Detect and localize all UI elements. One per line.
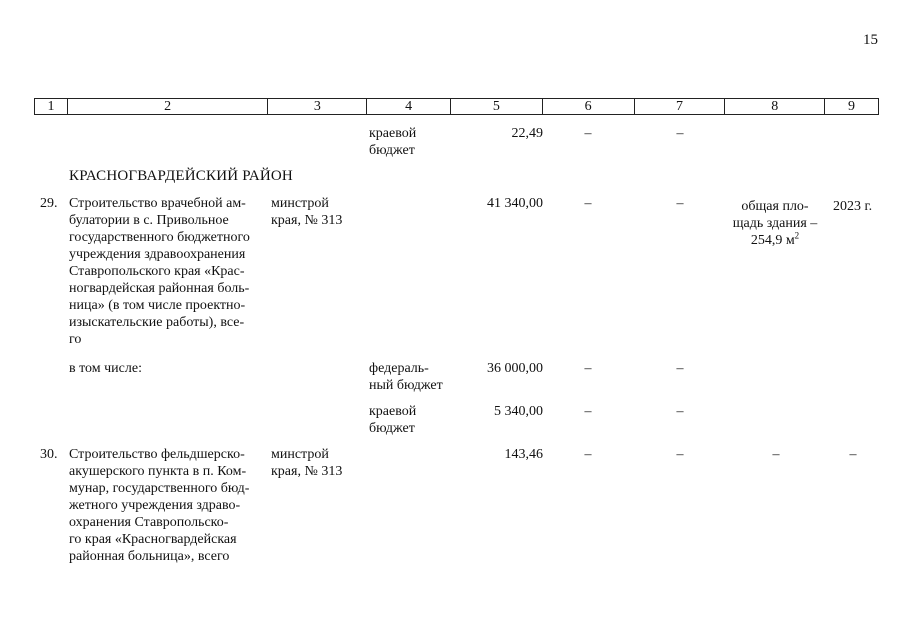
district-heading: КРАСНОГВАРДЕЙСКИЙ РАЙОН (69, 168, 293, 184)
capacity-area: 254,9 м (750, 233, 795, 248)
capacity-line (722, 232, 828, 249)
amount-value: 22,49 (511, 126, 543, 141)
budget-line: бюджет (369, 421, 415, 436)
description-line: го края «Красногвардейская (69, 532, 237, 547)
customer-line: минстрой (271, 447, 329, 462)
capacity-line: щадь здания – (732, 216, 818, 231)
budget-line: краевой (369, 126, 417, 141)
col7-dash: – (676, 196, 684, 211)
header-col-8: 8 (725, 99, 825, 114)
budget-line: бюджет (369, 143, 415, 158)
col6-dash: – (584, 447, 592, 462)
description-line: учреждения здравоохранения (69, 247, 246, 262)
description-line: ница» (в том числе проектно- (69, 298, 246, 313)
item-description (69, 195, 267, 348)
header-col-6: 6 (543, 99, 635, 114)
customer-line: края, № 313 (271, 213, 343, 228)
description-line: го (69, 332, 82, 347)
description-line: булатории в с. Привольное (69, 213, 229, 228)
header-col-3: 3 (268, 99, 367, 114)
col9-dash: – (849, 447, 857, 462)
budget-line: ный бюджет (369, 378, 443, 393)
header-col-7: 7 (635, 99, 726, 114)
budget-source-regional-top (369, 125, 459, 159)
description-line: изыскательские работы), все- (69, 315, 245, 330)
description-line: районная больница», всего (69, 549, 230, 564)
col7-dash: – (676, 126, 684, 141)
col6-dash: – (584, 404, 592, 419)
item-description (69, 446, 267, 565)
col6-dash: – (584, 361, 592, 376)
header-col-5: 5 (451, 99, 543, 114)
page-number: 15 (863, 32, 878, 48)
amount-value: 41 340,00 (487, 196, 543, 211)
description-line: Строительство фельдшерско- (69, 447, 245, 462)
description-line: ногвардейская районная боль- (69, 281, 250, 296)
col6-dash: – (584, 126, 592, 141)
amount-value: 143,46 (504, 447, 543, 462)
customer (271, 195, 367, 229)
col7-dash: – (676, 447, 684, 462)
header-col-9: 9 (848, 99, 856, 114)
customer (271, 446, 367, 480)
capacity-value (722, 198, 828, 249)
item-number: 29. (40, 196, 58, 211)
completion-year: 2023 г. (833, 199, 873, 214)
amount-value: 36 000,00 (487, 361, 543, 376)
capacity-unit-exponent: 2 (794, 230, 800, 241)
amount-value: 5 340,00 (494, 404, 543, 419)
description-line: мунар, государственного бюд- (69, 481, 250, 496)
description-line: охранения Ставропольско- (69, 515, 229, 530)
header-col-4: 4 (367, 99, 451, 114)
customer-line: минстрой (271, 196, 329, 211)
col7-dash: – (676, 361, 684, 376)
header-col-1: 1 (35, 99, 68, 114)
description-line: Строительство врачебной ам- (69, 196, 246, 211)
item-number: 30. (40, 447, 58, 462)
col8-dash: – (772, 447, 780, 462)
table-header-row (34, 98, 879, 115)
description-line: государственного бюджетного (69, 230, 250, 245)
col6-dash: – (584, 196, 592, 211)
col7-dash: – (676, 404, 684, 419)
description-line: жетного учреждения здраво- (69, 498, 241, 513)
budget-line: краевой (369, 404, 417, 419)
customer-line: края, № 313 (271, 464, 343, 479)
budget-line: федераль- (369, 361, 429, 376)
description-line: акушерского пункта в п. Ком- (69, 464, 247, 479)
budget-source-regional (369, 403, 459, 437)
description-line: Ставропольского края «Крас- (69, 264, 245, 279)
budget-source-federal (369, 360, 459, 394)
capacity-line: общая пло- (741, 199, 809, 214)
including-label: в том числе: (69, 361, 142, 376)
header-col-2: 2 (68, 99, 269, 114)
